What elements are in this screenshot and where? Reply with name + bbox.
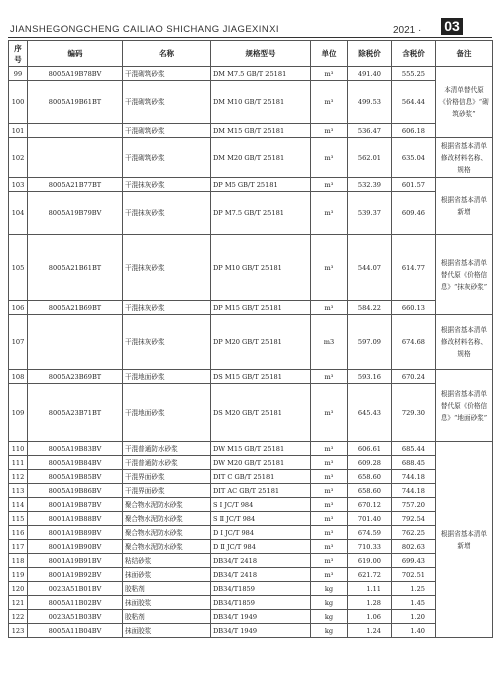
cell-name: 干混普通防水砂浆 [123,456,211,470]
col-header-spec: 规格型号 [211,41,311,67]
cell-unit: m³ [311,554,348,568]
table-row [9,484,493,498]
cell-code: 8001A19B90BV [28,540,123,554]
cell-price-ex: 645.43 [348,384,392,442]
cell-code: 8005A19B85BV [28,470,123,484]
cell-code: 0023A51B01BV [28,582,123,596]
cell-spec: S Ⅱ JC/T 984 [211,512,311,526]
cell-spec: DM M7.5 GB/T 25181 [211,67,311,81]
col-header-name: 名称 [123,41,211,67]
cell-name: 干混抹灰砂浆 [123,235,211,301]
cell-no: 115 [9,512,28,526]
col-header-unit: 单位 [311,41,348,67]
cell-name: 干混砌筑砂浆 [123,138,211,178]
cell-price-inc: 685.44 [392,442,436,456]
cell-unit: m³ [311,470,348,484]
cell-price-inc: 555.25 [392,67,436,81]
cell-spec: DM M15 GB/T 25181 [211,124,311,138]
cell-no: 114 [9,498,28,512]
cell-price-inc: 1.20 [392,610,436,624]
cell-no: 123 [9,624,28,638]
cell-price-ex: 609.28 [348,456,392,470]
cell-price-ex: 619.00 [348,554,392,568]
cell-price-ex: 710.33 [348,540,392,554]
cell-price-ex: 597.09 [348,315,392,370]
cell-no: 113 [9,484,28,498]
cell-unit: m³ [311,512,348,526]
cell-spec: DB34/T 1949 [211,624,311,638]
note-cell: 根据省基本清单修改材料名称、规格 [436,138,493,178]
cell-spec: DM M10 GB/T 25181 [211,81,311,124]
note-cell: 根据省基本清单新增 [436,442,493,638]
cell-spec: D Ⅰ JC/T 984 [211,526,311,540]
cell-code [28,138,123,178]
cell-price-ex: 536.47 [348,124,392,138]
table-row [9,370,493,384]
cell-name: 抹面胶浆 [123,624,211,638]
cell-name: 聚合物水泥防水砂浆 [123,498,211,512]
cell-price-inc: 614.77 [392,235,436,301]
table-header-row [9,41,493,67]
note-cell: 根据省基本清单替代原《价格信息》“地面砂浆” [436,370,493,442]
cell-unit: kg [311,582,348,596]
cell-spec: DP M15 GB/T 25181 [211,301,311,315]
cell-code: 8005A11B02BV [28,596,123,610]
table-row [9,610,493,624]
table-row [9,138,493,178]
cell-unit: m³ [311,568,348,582]
note-cell: 根据省基本清单替代原《价格信息》“抹灰砂浆” [436,235,493,315]
cell-price-inc: 744.18 [392,484,436,498]
cell-spec: DIT C GB/T 25181 [211,470,311,484]
table-row [9,315,493,370]
cell-price-ex: 532.39 [348,178,392,192]
cell-unit: kg [311,610,348,624]
cell-price-inc: 757.20 [392,498,436,512]
cell-name: 胶粘剂 [123,582,211,596]
cell-price-ex: 1.11 [348,582,392,596]
cell-name: 粘结砂浆 [123,554,211,568]
cell-price-inc: 729.30 [392,384,436,442]
cell-unit: m³ [311,138,348,178]
header-title: JIANSHEGONGCHENG CAILIAO SHICHANG JIAGEXINXI [10,24,279,35]
note-cell: 根据省基本清单新增 [436,178,493,235]
cell-unit: m³ [311,540,348,554]
cell-spec: DIT AC GB/T 25181 [211,484,311,498]
cell-code: 8005A19B86BV [28,484,123,498]
cell-price-inc: 702.51 [392,568,436,582]
cell-name: 干混地面砂浆 [123,370,211,384]
cell-spec: DB34/T 1949 [211,610,311,624]
cell-name: 抹面砂浆 [123,568,211,582]
cell-price-inc: 635.04 [392,138,436,178]
cell-spec: DM M20 GB/T 25181 [211,138,311,178]
cell-no: 112 [9,470,28,484]
cell-price-inc: 609.46 [392,192,436,235]
cell-price-ex: 593.16 [348,370,392,384]
cell-no: 110 [9,442,28,456]
cell-spec: DB34/T1859 [211,582,311,596]
cell-spec: DP M7.5 GB/T 25181 [211,192,311,235]
cell-spec: DP M20 GB/T 25181 [211,315,311,370]
cell-code: 8001A19B92BV [28,568,123,582]
cell-code [28,315,123,370]
table-row [9,498,493,512]
cell-code: 8005A23B71BT [28,384,123,442]
cell-unit: m³ [311,498,348,512]
cell-name: 干混抹灰砂浆 [123,192,211,235]
cell-code: 8005A19B83BV [28,442,123,456]
note-cell: 本清单替代原《价格信息》“砌筑砂浆” [436,67,493,138]
cell-no: 118 [9,554,28,568]
table-row [9,442,493,456]
col-header-price-inc: 含税价 [392,41,436,67]
table-row [9,526,493,540]
cell-price-ex: 539.37 [348,192,392,235]
cell-price-inc: 564.44 [392,81,436,124]
cell-name: 胶粘剂 [123,610,211,624]
cell-name: 干混界面砂浆 [123,484,211,498]
cell-spec: DB34/T 2418 [211,568,311,582]
cell-name: 聚合物水泥防水砂浆 [123,512,211,526]
cell-code: 8005A21B61BT [28,235,123,301]
cell-price-ex: 1.24 [348,624,392,638]
cell-name: 抹面胶浆 [123,596,211,610]
cell-spec: DW M15 GB/T 25181 [211,442,311,456]
cell-price-inc: 606.18 [392,124,436,138]
table-row [9,582,493,596]
cell-price-inc: 802.63 [392,540,436,554]
header-rule [8,37,492,38]
cell-code: 8005A23B69BT [28,370,123,384]
cell-price-inc: 1.25 [392,582,436,596]
cell-unit: m³ [311,370,348,384]
cell-no: 100 [9,81,28,124]
cell-code: 8005A21B69BT [28,301,123,315]
cell-no: 122 [9,610,28,624]
table-row [9,512,493,526]
cell-unit: m³ [311,235,348,301]
col-header-price-ex: 除税价 [348,41,392,67]
cell-name: 干混普通防水砂浆 [123,442,211,456]
cell-unit: m³ [311,192,348,235]
table-row [9,624,493,638]
cell-name: 干混界面砂浆 [123,470,211,484]
cell-no: 120 [9,582,28,596]
cell-price-inc: 688.45 [392,456,436,470]
price-table [8,40,493,638]
cell-no: 116 [9,526,28,540]
cell-spec: S Ⅰ JC/T 984 [211,498,311,512]
cell-no: 102 [9,138,28,178]
col-header-code: 编码 [28,41,123,67]
cell-unit: m³ [311,301,348,315]
cell-no: 107 [9,315,28,370]
cell-code: 8005A11B04BV [28,624,123,638]
cell-price-inc: 660.13 [392,301,436,315]
cell-no: 104 [9,192,28,235]
cell-no: 108 [9,370,28,384]
cell-code [28,124,123,138]
col-header-no: 序号 [9,41,28,67]
cell-code: 8005A19B79BV [28,192,123,235]
table-row [9,235,493,301]
page-number-badge: 03 [441,18,463,35]
cell-price-ex: 1.28 [348,596,392,610]
cell-name: 干混地面砂浆 [123,384,211,442]
cell-name: 干混抹灰砂浆 [123,178,211,192]
cell-price-ex: 491.40 [348,67,392,81]
cell-spec: DP M10 GB/T 25181 [211,235,311,301]
cell-unit: m³ [311,67,348,81]
table-row [9,456,493,470]
cell-price-ex: 674.59 [348,526,392,540]
cell-price-inc: 744.18 [392,470,436,484]
cell-unit: m³ [311,442,348,456]
cell-spec: DS M15 GB/T 25181 [211,370,311,384]
cell-price-inc: 674.68 [392,315,436,370]
cell-price-ex: 499.53 [348,81,392,124]
cell-no: 117 [9,540,28,554]
cell-code: 0023A51B03BV [28,610,123,624]
cell-unit: kg [311,624,348,638]
table-row [9,178,493,192]
cell-spec: DS M20 GB/T 25181 [211,384,311,442]
cell-name: 干混抹灰砂浆 [123,301,211,315]
cell-spec: DW M20 GB/T 25181 [211,456,311,470]
table-row [9,596,493,610]
cell-code: 8001A19B88BV [28,512,123,526]
cell-price-inc: 792.54 [392,512,436,526]
cell-price-ex: 584.22 [348,301,392,315]
cell-unit: m³ [311,484,348,498]
cell-price-inc: 1.45 [392,596,436,610]
cell-no: 101 [9,124,28,138]
cell-price-inc: 1.40 [392,624,436,638]
cell-price-ex: 670.12 [348,498,392,512]
cell-unit: m³ [311,456,348,470]
cell-name: 干混砌筑砂浆 [123,124,211,138]
cell-code: 8005A19B84BV [28,456,123,470]
table-row [9,384,493,442]
col-header-note: 备注 [436,41,493,67]
table-row [9,554,493,568]
cell-no: 109 [9,384,28,442]
cell-no: 99 [9,67,28,81]
cell-no: 121 [9,596,28,610]
cell-name: 干混抹灰砂浆 [123,315,211,370]
cell-code: 8005A19B61BT [28,81,123,124]
table-row [9,470,493,484]
cell-no: 111 [9,456,28,470]
table-row [9,67,493,81]
table-row [9,124,493,138]
cell-price-ex: 562.01 [348,138,392,178]
cell-name: 干混砌筑砂浆 [123,81,211,124]
cell-code: 8001A19B89BV [28,526,123,540]
table-row [9,81,493,124]
table-row [9,192,493,235]
table-row [9,568,493,582]
cell-price-ex: 544.07 [348,235,392,301]
cell-name: 聚合物水泥防水砂浆 [123,526,211,540]
cell-code: 8005A19B78BV [28,67,123,81]
cell-price-inc: 762.25 [392,526,436,540]
cell-no: 119 [9,568,28,582]
cell-no: 105 [9,235,28,301]
cell-unit: m3 [311,315,348,370]
cell-price-inc: 601.57 [392,178,436,192]
cell-price-inc: 699.43 [392,554,436,568]
cell-price-ex: 606.61 [348,442,392,456]
cell-unit: m³ [311,384,348,442]
cell-price-ex: 701.40 [348,512,392,526]
page-header [0,0,500,38]
cell-spec: DB34/T 2418 [211,554,311,568]
cell-code: 8001A19B87BV [28,498,123,512]
cell-unit: kg [311,596,348,610]
cell-unit: m³ [311,178,348,192]
cell-name: 干混砌筑砂浆 [123,67,211,81]
cell-spec: DP M5 GB/T 25181 [211,178,311,192]
cell-unit: m³ [311,124,348,138]
cell-unit: m³ [311,81,348,124]
table-row [9,301,493,315]
table-row [9,540,493,554]
cell-unit: m³ [311,526,348,540]
cell-code: 8005A21B77BT [28,178,123,192]
cell-price-ex: 658.60 [348,470,392,484]
cell-no: 103 [9,178,28,192]
header-year: 2021 · [393,25,422,36]
cell-no: 106 [9,301,28,315]
cell-name: 聚合物水泥防水砂浆 [123,540,211,554]
cell-price-ex: 1.06 [348,610,392,624]
note-cell: 根据省基本清单修改材料名称、规格 [436,315,493,370]
cell-price-ex: 621.72 [348,568,392,582]
cell-price-inc: 670.24 [392,370,436,384]
cell-code: 8001A19B91BV [28,554,123,568]
cell-spec: DB34/T1859 [211,596,311,610]
cell-spec: D Ⅱ JC/T 984 [211,540,311,554]
cell-price-ex: 658.60 [348,484,392,498]
